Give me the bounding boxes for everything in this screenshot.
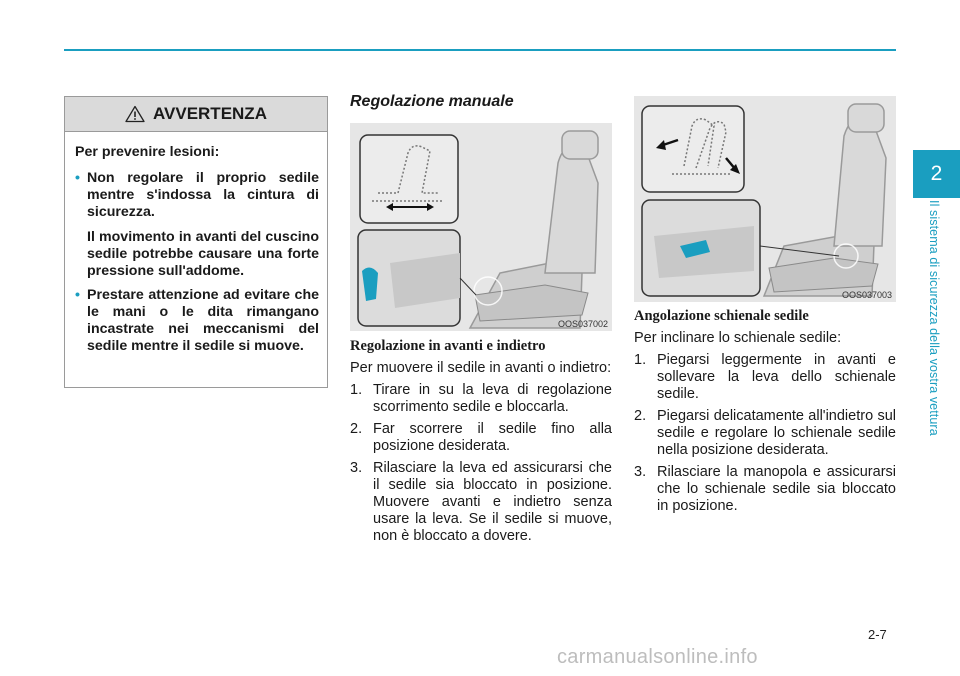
forward-backward-text	[350, 360, 612, 550]
subheading-forward-backward: Regolazione in avanti e indietro	[350, 338, 546, 354]
step-item	[350, 460, 612, 545]
figure-code: OOS037002	[557, 319, 608, 329]
bullet-icon: •	[75, 170, 80, 186]
watermark: carmanualsonline.info	[557, 646, 758, 668]
step-number: 2.	[634, 408, 647, 424]
chapter-tab	[913, 150, 960, 198]
section-title: Regolazione manuale	[350, 93, 514, 110]
recline-text	[634, 330, 896, 520]
bullet-icon: •	[75, 287, 80, 303]
top-rule	[64, 49, 896, 51]
subheading-recline: Angolazione schienale sedile	[634, 308, 809, 324]
step-item	[350, 421, 612, 455]
step-text: Far scorrere il sedile fino alla posizione desiderata.	[373, 421, 612, 454]
warning-item	[75, 170, 319, 280]
step-text: Piegarsi leggermente in avanti e sollevare la leva dello schienale sedile.	[657, 352, 896, 402]
warning-title: AVVERTENZA	[153, 104, 267, 123]
step-number: 3.	[634, 464, 647, 480]
forward-backward-intro: Per muovere il sedile in avanti o indietro:	[350, 360, 612, 376]
warning-body	[65, 132, 327, 355]
step-number: 1.	[634, 352, 647, 368]
page-number: 2-7	[868, 627, 887, 642]
step-number: 3.	[350, 460, 363, 476]
recline-steps	[634, 352, 896, 515]
warning-paragraph: Il movimento in avanti del cuscino sedile potrebbe causare una forte pressione sull'addome.	[87, 229, 319, 279]
step-text: Rilasciare la manopola e assicurarsi che lo schienale sedile sia bloccato in posizione.	[657, 464, 896, 514]
step-text: Piegarsi delicatamente all'indietro sul sedile e regolare lo schienale sedile nella posizione desiderata.	[657, 408, 896, 458]
step-text: Tirare in su la leva di regolazione scorrimento sedile e bloccarla.	[373, 382, 612, 415]
step-number: 2.	[350, 421, 363, 437]
warning-triangle-icon	[125, 105, 145, 123]
figure-code: OOS037003	[841, 290, 892, 300]
warning-item	[75, 287, 319, 355]
figure-seat-slide	[350, 123, 612, 331]
step-item	[634, 464, 896, 515]
warning-paragraph: Non regolare il proprio sedile mentre s'indossa la cintura di sicurezza.	[87, 170, 319, 220]
warning-header	[65, 97, 327, 132]
chapter-number: 2	[930, 162, 943, 185]
chapter-title: Il sistema di sicurezza della vostra vettura	[927, 200, 941, 436]
warning-intro: Per prevenire lesioni:	[75, 144, 220, 160]
seat-slide-illustration	[350, 123, 612, 331]
warning-paragraph: Prestare attenzione ad evitare che le mani o le dita rimangano incastrate nei meccanismi del sedile mentre il sedile si muove.	[87, 287, 319, 354]
step-number: 1.	[350, 382, 363, 398]
warning-box	[64, 96, 328, 388]
step-item	[350, 382, 612, 416]
step-text: Rilasciare la leva ed assicurarsi che il sedile sia bloccato in posizione. Muovere avanti e indietro senza usare la leva. Se il sedile si muove, non è bloccato a dovere.	[373, 460, 612, 544]
step-item	[634, 408, 896, 459]
forward-backward-steps	[350, 382, 612, 545]
figure-seat-recline	[634, 96, 896, 302]
seat-recline-illustration	[634, 96, 896, 302]
recline-intro: Per inclinare lo schienale sedile:	[634, 330, 842, 346]
step-item	[634, 352, 896, 403]
